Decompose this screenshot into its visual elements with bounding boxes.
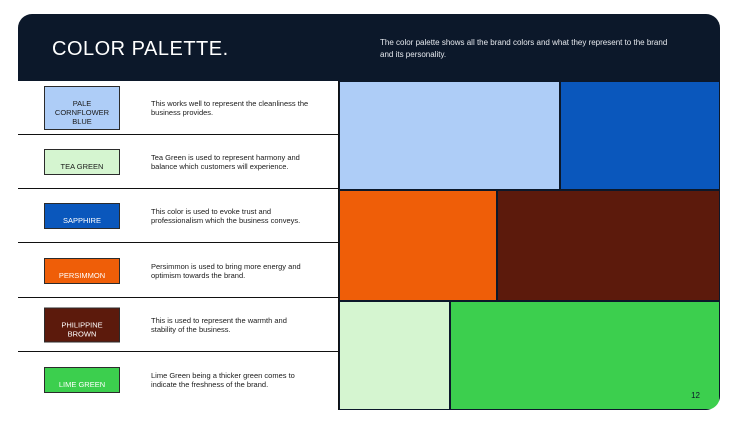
slide	[18, 14, 720, 410]
palette-row	[18, 81, 338, 135]
palette-description: Persimmon is used to bring more energy and optimism towards the brand.	[151, 261, 301, 280]
color-block-sapphire	[560, 81, 720, 190]
palette-row	[18, 135, 338, 189]
palette-list	[18, 81, 339, 410]
color-block-lime-green	[450, 301, 720, 410]
swatch-label	[44, 367, 120, 393]
swatch-label	[44, 307, 120, 342]
color-block-persimmon	[339, 190, 497, 301]
swatch-label	[44, 86, 120, 130]
swatch-label	[44, 203, 120, 229]
color-block-tea-green	[339, 301, 450, 410]
swatch-label	[44, 258, 120, 284]
page-number: 12	[691, 391, 700, 400]
color-blocks	[339, 81, 720, 410]
color-block-philippine-brown	[497, 190, 720, 301]
palette-description: This is used to represent the warmth and stability of the business.	[151, 315, 287, 334]
palette-description: This color is used to evoke trust and professionalism which the business conveys.	[151, 206, 301, 225]
header-bar	[18, 14, 720, 81]
palette-row	[18, 353, 338, 407]
swatch-name: TEA GREEN	[60, 161, 104, 171]
swatch-name: PHILIPPINE BROWN	[61, 320, 103, 338]
palette-row	[18, 244, 338, 298]
page-subtitle: The color palette shows all the brand colors and what they represent to the brand and its personality.	[380, 38, 668, 59]
palette-description: Lime Green being a thicker green comes to indicate the freshness of the brand.	[151, 371, 295, 389]
swatch-label	[44, 149, 120, 175]
color-block-pale-cornflower-blue	[339, 81, 560, 190]
palette-row	[18, 298, 338, 352]
swatch-name: PALE CORNFLOWER BLUE	[54, 98, 110, 126]
palette-description: Tea Green is used to represent harmony and balance which customers will experience.	[151, 152, 300, 171]
page-title: COLOR PALETTE.	[52, 38, 229, 60]
swatch-name: PERSIMMON	[58, 270, 106, 280]
swatch-name: LIME GREEN	[58, 380, 106, 389]
palette-description: This works well to represent the cleanliness the business provides.	[151, 98, 309, 117]
swatch-name: SAPPHIRE	[63, 215, 101, 225]
palette-row	[18, 189, 338, 243]
